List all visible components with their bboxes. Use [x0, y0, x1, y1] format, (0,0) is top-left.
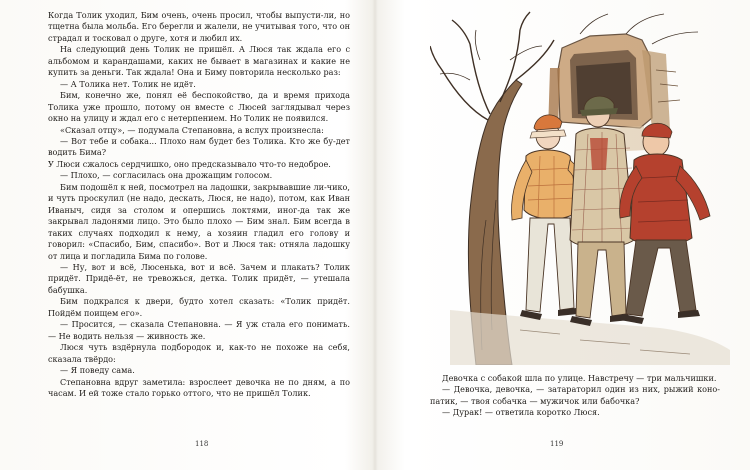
- paragraph: Степановна вдруг заметила: взрослеет девочка не по дням, а по часам. И ей тоже стало горько оттого, что не пришёл Толик.: [48, 376, 350, 398]
- right-page-text: [430, 373, 720, 419]
- paragraph: Бим подошёл к ней, посмотрел на ладошки, закрывавшие ли-чико, и чуть проскулил (не надо, дескать, Люся, не надо), потом, как Иван Иваныч, сидя за столом и опершись локтями, иног-да так же закрывал ладонями лицо. Это было плохо — Бим знал. Бим всегда в таких случаях подходил к нему, а хозяин гладил его голову и говорил: «Спасибо, Бим, спасибо». Вот и Люся так: отняла ладошку от лица и погладила Бима по голове.: [48, 181, 350, 261]
- paragraph: — Ну, вот и всё, Люсенька, вот и всё. Зачем и плакать? Толик придёт. Придё-ёт, не тревожься, детка. Толик придёт, — утешала бабушка.: [48, 261, 350, 295]
- page-number-right: 119: [550, 440, 564, 448]
- paragraph: Девочка с собакой шла по улице. Навстречу — три мальчишки.: [442, 373, 717, 383]
- right-page: [375, 0, 750, 470]
- paragraph: Бим подкрался к двери, будто хотел сказать: «Толик придёт. Пойдём поищем его».: [48, 296, 350, 318]
- paragraph: — А Толика нет. Толик не идёт.: [60, 78, 196, 89]
- paragraph: Когда Толик уходил, Бим очень, очень просил, чтобы выпусти-ли, но тщетна была мольба. Его берегли и жалели, не учитывая того, что он страдал и тосковал о друге, хотя и любил их.: [48, 10, 350, 43]
- left-page-text: [48, 10, 350, 399]
- paragraph: «Сказал отцу», — подумала Степановна, а вслух произнесла:: [60, 124, 324, 135]
- paragraph: — Девочка, девочка, — затараторил один из них, рыжий коно-патик, — твоя собачка — мужичок или бабочка?: [430, 384, 720, 406]
- paragraph: Люся чуть вздёрнула подбородок и, как-то не похоже на себя, сказала твёрдо:: [48, 342, 350, 364]
- paragraph: — Просится, — сказала Степановна. — Я уж стала его понимать. — Не водить нельзя — живность же.: [48, 319, 350, 341]
- paragraph: — Вот тебе и собака... Плохо нам будет без Толика. Кто же бу-дет водить Бима?: [48, 135, 350, 158]
- paragraph: На следующий день Толик не пришёл. А Люся так ждала его с альбомом и карандашами, каких не бывает в магазинах и какие не купить за деньги. Так ждала! Она и Биму повторила несколько раз:: [48, 44, 350, 78]
- page-number-left: 118: [195, 440, 209, 448]
- paragraph: — Дурак! — ответила коротко Люся.: [442, 407, 600, 418]
- paragraph: Бим, конечно же, понял её беспокойство, да и время прихода Толика уже прошло, потому он вместе с Люсей заглядывал через окно на улицу и ждал его с нетерпением. Но Толик не появился.: [48, 90, 350, 124]
- paragraph: — Я поведу сама.: [60, 365, 135, 376]
- paragraph: — Плохо, — согласилась она дрожащим голосом.: [60, 170, 273, 181]
- paragraph: У Люси сжалось сердчишко, оно предсказывало что-то недоброе.: [48, 158, 331, 169]
- boy-right: [620, 123, 710, 324]
- illustration-three-boys: [430, 10, 730, 365]
